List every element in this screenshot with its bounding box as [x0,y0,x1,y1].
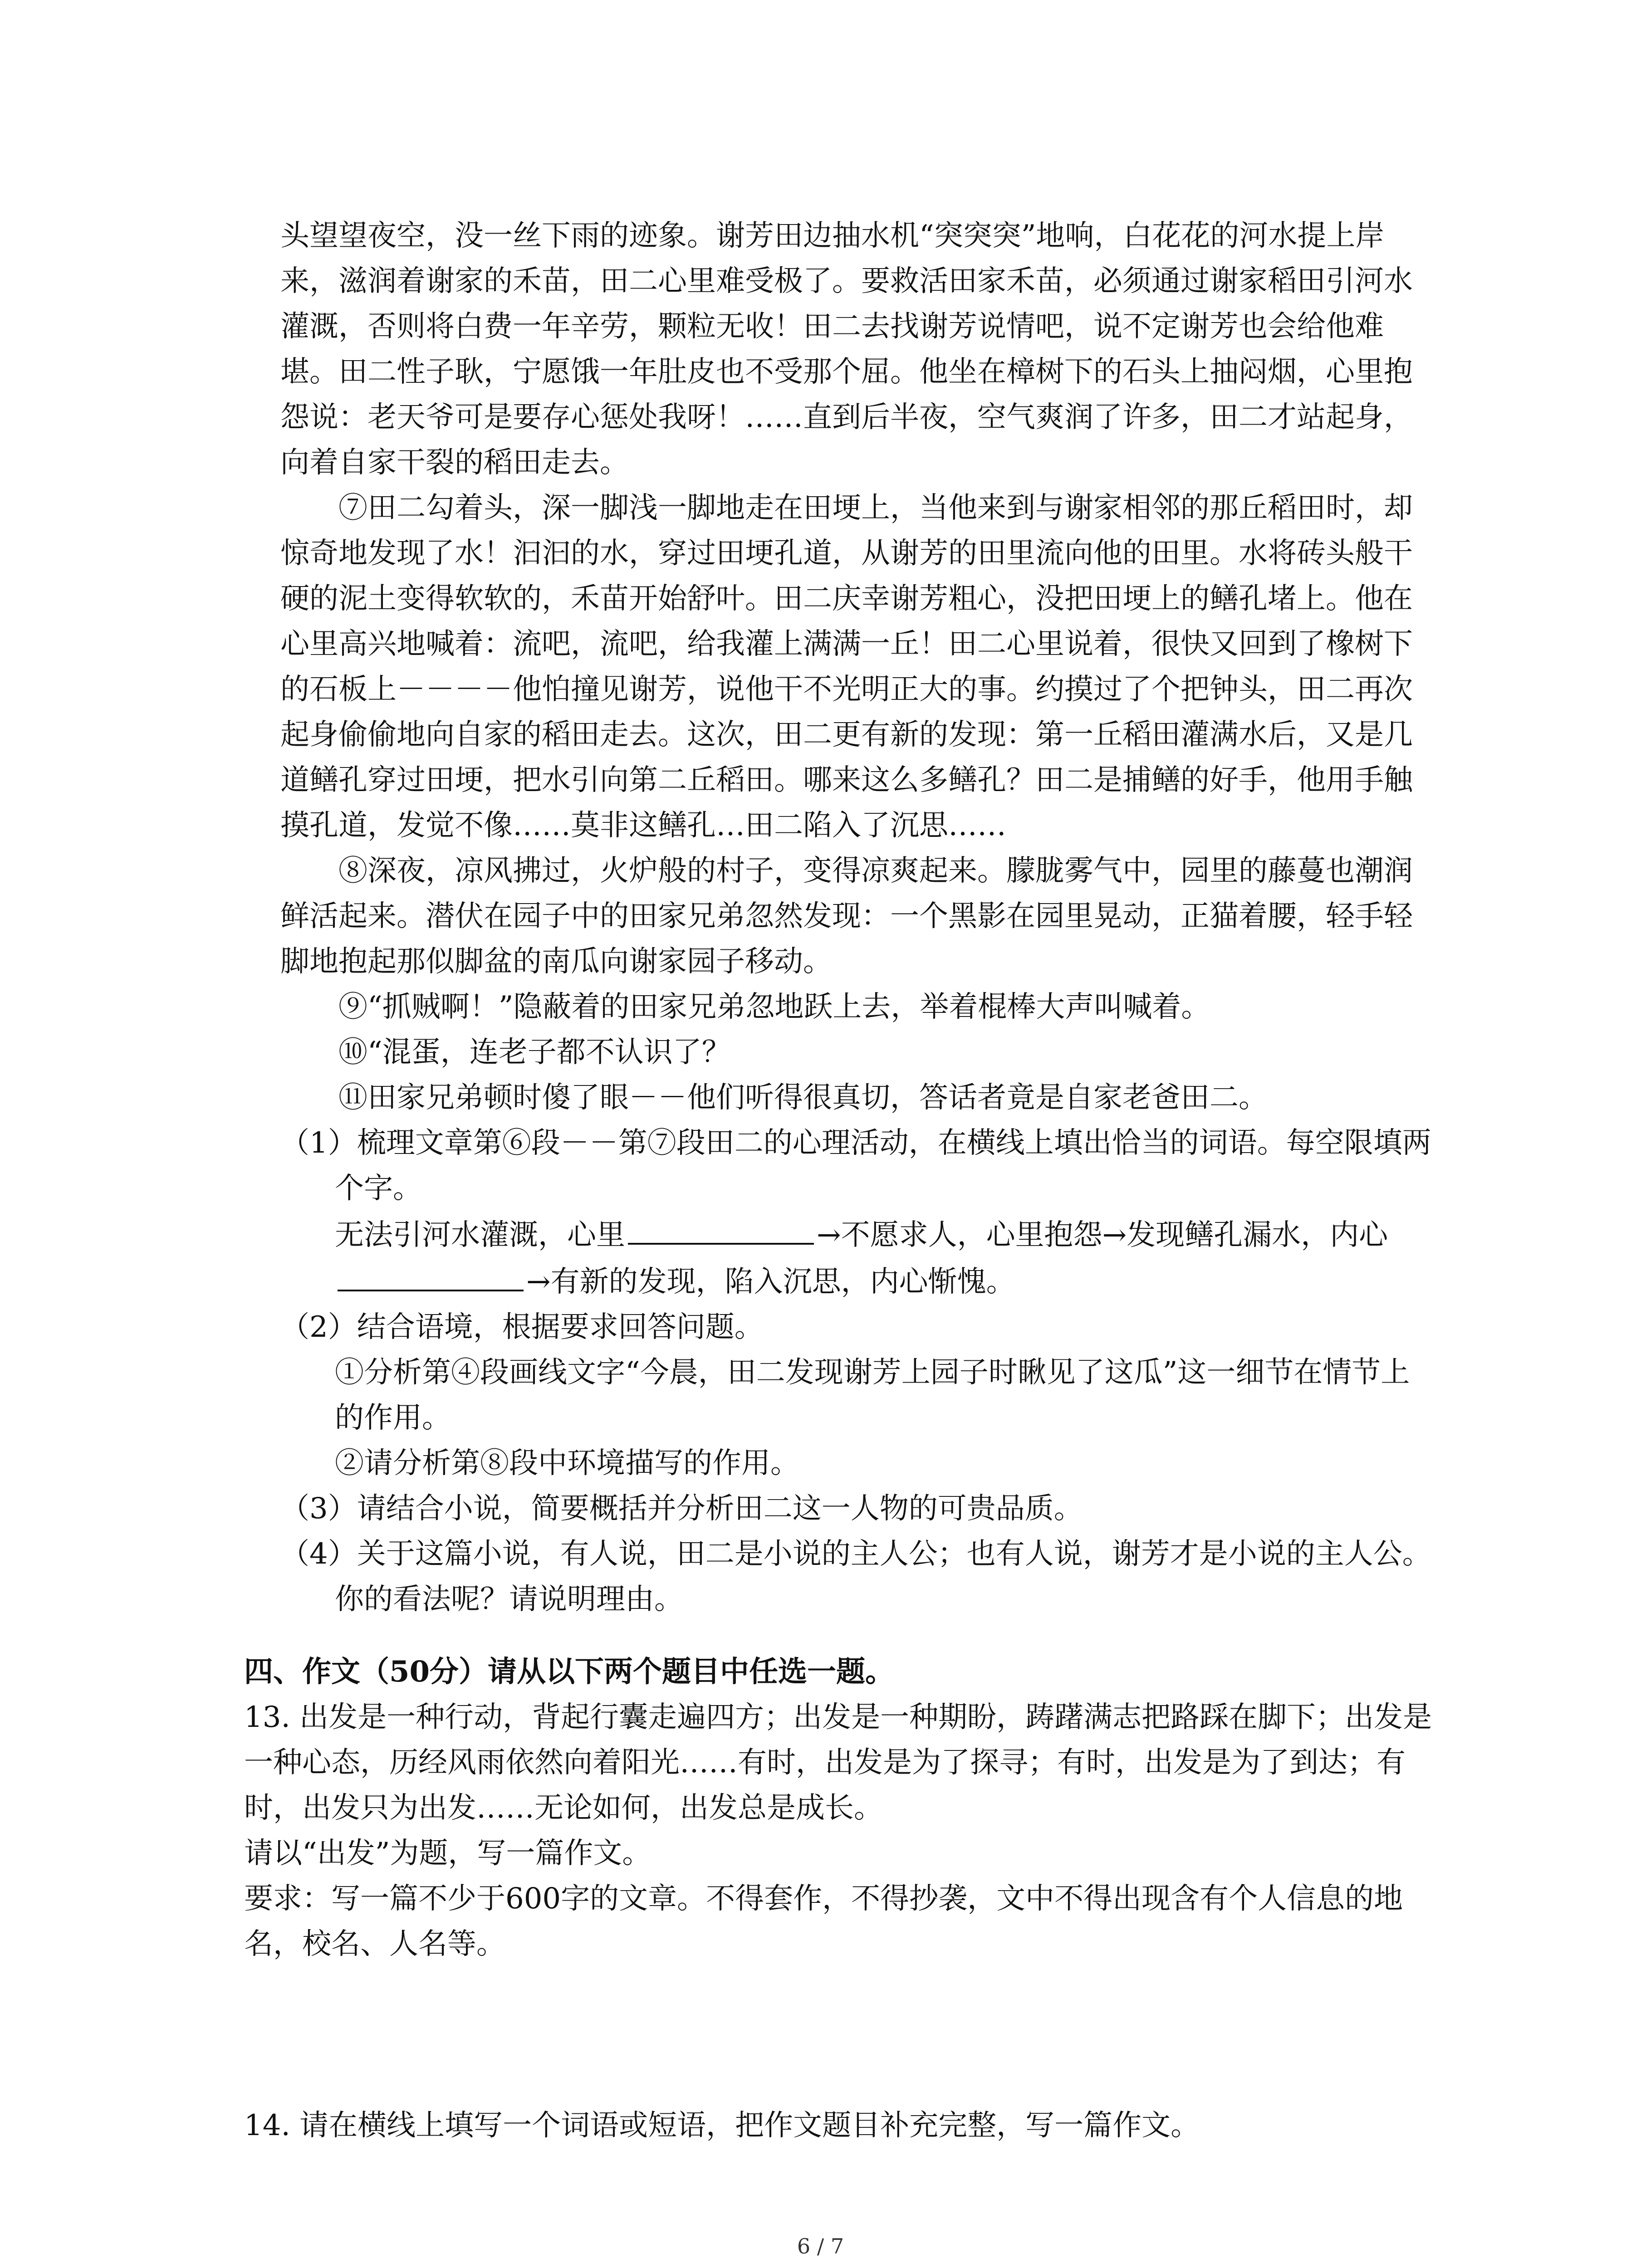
essay-section-title: 四、作文（50分）请从以下两个题目中任选一题。 [244,1655,895,1689]
spacer [244,1967,1433,2103]
story-paragraph-9: ⑨“抓贼啊！”隐蔽着的田家兄弟忽地跃上去，举着棍棒大声叫喊着。 [338,990,1210,1024]
essay-question-13-requirements: 要求：写一篇不少于600字的文章。不得套作，不得抄袭，文中不得出现含有个人信息的地名，校名、人名等。 [244,1882,1403,1961]
story-paragraph-8: ⑧深夜，凉风拂过，火炉般的村子，变得凉爽起来。朦胧雾气中，园里的藤蔓也潮润鲜活起来。潜伏在园子中的田家兄弟忽然发现：一个黑影在园里晃动，正猫着腰，轻手轻脚地抱起那似脚盆的南瓜向谢家园子移动。 [280,854,1413,978]
question-1-fill-text-b: →不愿求人，心里抱怨→发现鳝孔漏水，内心 [817,1218,1388,1252]
story-paragraph-10: ⑩“混蛋，连老子都不认识了？ [338,1036,731,1069]
question-1-fill-text-a: 无法引河水灌溉，心里 [335,1218,625,1252]
question-2-part-1: ①分析第④段画线文字“今晨，田二发现谢芳上园子时瞅见了这瓜”这一细节在情节上的作用。 [335,1356,1410,1435]
question-1: （1）梳理文章第⑥段－－第⑦段田二的心理活动，在横线上填出恰当的词语。每空限填两个字。 [280,1126,1431,1205]
question-4: （4）关于这篇小说，有人说，田二是小说的主人公；也有人说，谢芳才是小说的主人公。你的看法呢？请说明理由。 [280,1537,1431,1616]
question-3: （3）请结合小说，简要概括并分析田二这一人物的可贵品质。 [280,1492,1083,1525]
question-2: （2）结合语境，根据要求回答问题。 [280,1310,764,1344]
question-1-fill-line [280,1211,1433,1305]
story-paragraph-11: ⑪田家兄弟顿时傻了眼－－他们听得很真切，答话者竟是自家老爸田二。 [338,1081,1268,1114]
essay-question-14: 14. 请在横线上填写一个词语或短语，把作文题目补充完整，写一篇作文。 [244,2109,1200,2142]
page-content [244,213,1433,2148]
essay-question-13: 13. 出发是一种行动，背起行囊走遍四方；出发是一种期盼，踌躇满志把路踩在脚下；出发是一种心态，历经风雨依然向着阳光……有时，出发是为了探寻；有时，出发是为了到达；有时，出发只为出发……无论如何，出发总是成长。 [244,1701,1432,1825]
answer-blank-2[interactable] [338,1258,524,1291]
essay-section [244,1695,1433,2148]
essay-question-13-prompt: 请以“出发”为题，写一篇作文。 [244,1837,652,1870]
answer-blank-1[interactable] [628,1211,814,1245]
question-1-fill-text-c: →有新的发现，陷入沉思，内心惭愧。 [526,1265,1015,1299]
story-paragraph-7: ⑦田二勾着头，深一脚浅一脚地走在田埂上，当他来到与谢家相邻的那丘稻田时，却惊奇地发现了水！汩汩的水，穿过田埂孔道，从谢芳的田里流向他的田里。水将砖头般干硬的泥土变得软软的，禾苗开始舒叶。田二庆幸谢芳粗心，没把田埂上的鳝孔堵上。他在心里高兴地喊着：流吧，流吧，给我灌上满满一丘！田二心里说着，很快又回到了橡树下的石板上－－－－他怕撞见谢芳，说他干不光明正大的事。约摸过了个把钟头，田二再次起身偷偷地向自家的稻田走去。这次，田二更有新的发现：第一丘稻田灌满水后，又是几道鳝孔穿过田埂，把水引向第二丘稻田。哪来这么多鳝孔？田二是捕鳝的好手，他用手触摸孔道，发觉不像……莫非这鳝孔…田二陷入了沉思…… [280,491,1413,842]
page-number: 6 / 7 [797,2234,844,2258]
story-paragraph-6-tail: 头望望夜空，没一丝下雨的迹象。谢芳田边抽水机“突突突”地响，白花花的河水提上岸来，滋润着谢家的禾苗，田二心里难受极了。要救活田家禾苗，必须通过谢家稻田引河水灌溉，否则将白费一年辛劳，颗粒无收！田二去找谢芳说情吧，说不定谢芳也会给他难堪。田二性子耿，宁愿饿一年肚皮也不受那个屈。他坐在樟树下的石头上抽闷烟，心里抱怨说：老天爷可是要存心惩处我呀！……直到后半夜，空气爽润了许多，田二才站起身，向着自家干裂的稻田走去。 [280,219,1413,479]
question-2-part-2: ②请分析第⑧段中环境描写的作用。 [335,1447,799,1480]
